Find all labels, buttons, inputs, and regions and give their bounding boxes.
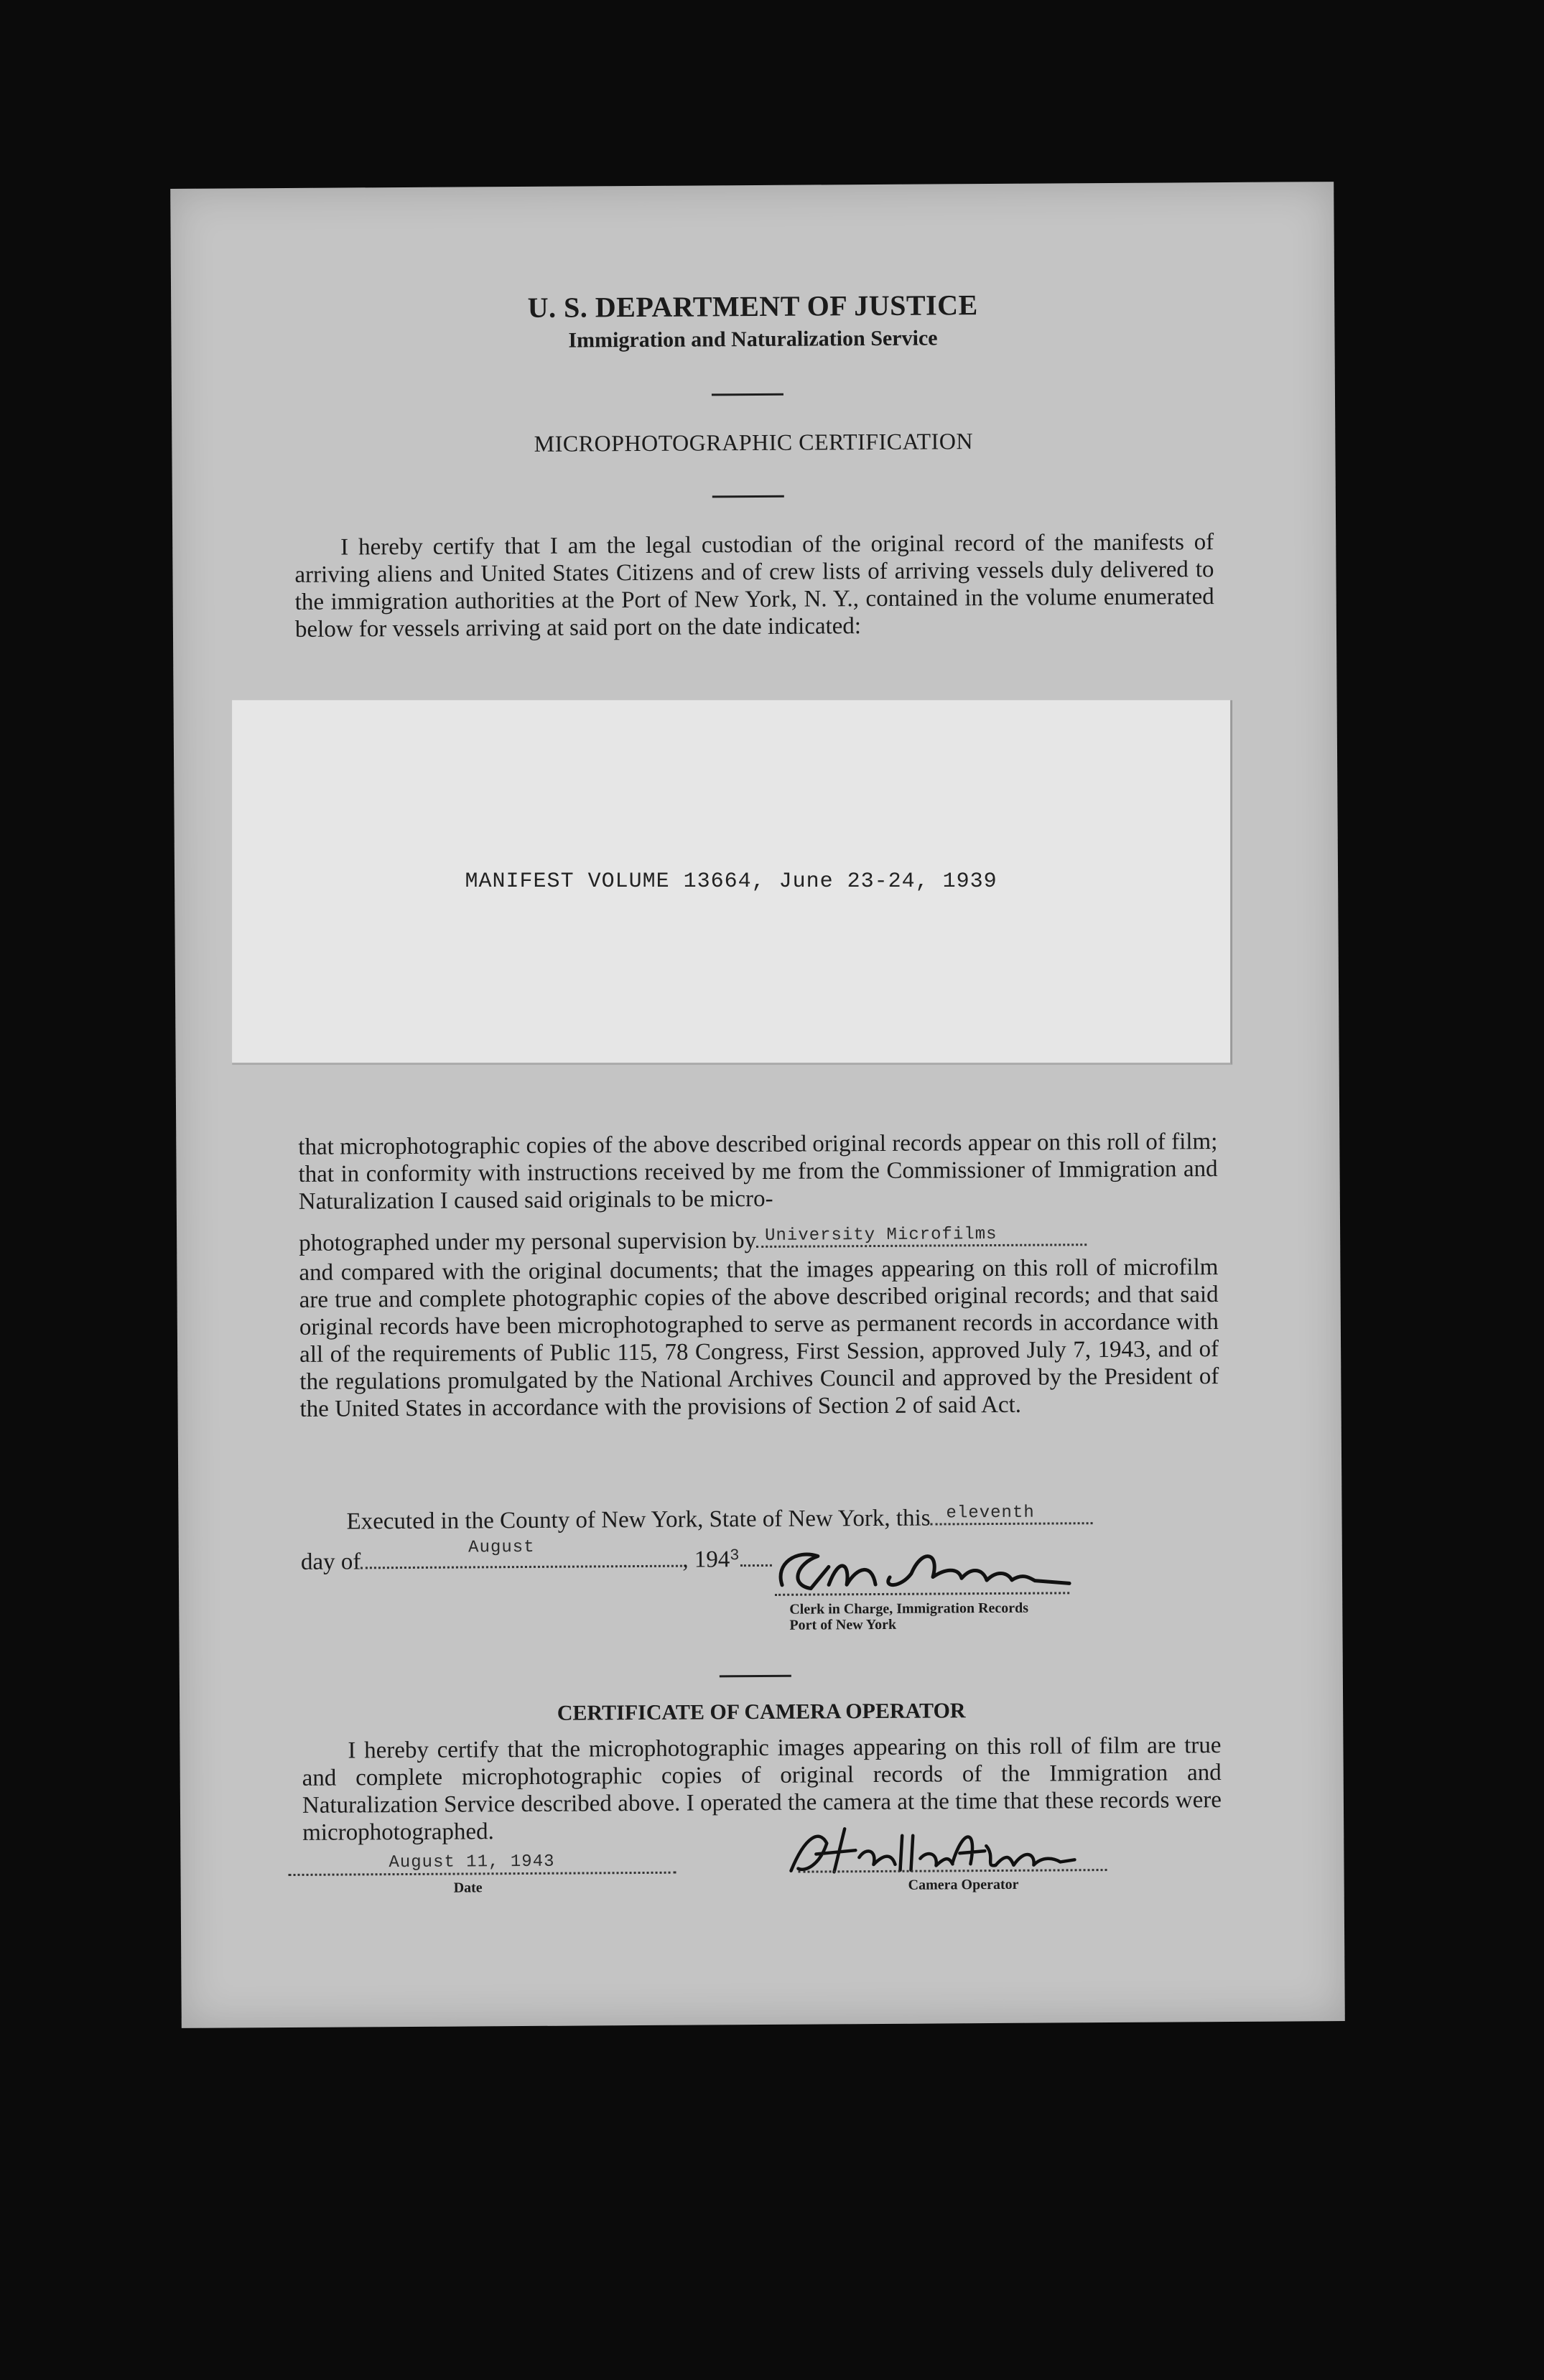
date-line	[300, 1537, 772, 1576]
operator-label: Camera Operator	[908, 1876, 1019, 1893]
divider-rule	[712, 495, 784, 498]
camera-heading: CERTIFICATE OF CAMERA OPERATOR	[557, 1699, 966, 1725]
intro-paragraph	[294, 528, 1214, 643]
supervision-line	[299, 1222, 1087, 1257]
executed-prefix: Executed in the County of New York, State of New York, this	[346, 1505, 931, 1535]
year-prefix: , 194	[682, 1546, 730, 1573]
service-subheading: Immigration and Naturalization Service	[568, 326, 938, 353]
divider-rule	[712, 393, 783, 396]
date-label: Date	[453, 1880, 483, 1896]
month-value: August	[468, 1537, 535, 1558]
body-paragraph-2	[299, 1254, 1219, 1423]
certificate-page	[170, 182, 1345, 2028]
camera-date-value: August 11, 1943	[389, 1852, 555, 1873]
supervisor-field	[756, 1222, 1087, 1248]
month-field	[361, 1537, 682, 1569]
volume-card	[232, 700, 1232, 1065]
department-heading: U. S. DEPARTMENT OF JUSTICE	[527, 289, 978, 324]
year-digit: 3	[730, 1546, 740, 1565]
body-text-1: that microphotographic copies of the above described original records appear on this roll of film; that in conformity with instructions received by me from the Commissioner of Immigration and Naturalization I caused said originals to be micro-	[298, 1129, 1218, 1215]
intro-text: I hereby certify that I am the legal custodian of the original record of the manifests of arriving aliens and United States Citizens and of crew lists of arriving vessels duly delivered to the immigration authorities at the Port of New York, N. Y., contained in the volume enumerated below for vessels arriving at said port on the date indicated:	[294, 529, 1214, 643]
supervision-prefix: photographed under my personal supervision by	[299, 1228, 757, 1256]
date-signature-line	[289, 1872, 676, 1876]
camera-text: I hereby certify that the microphotographic images appearing on this roll of film are true and complete microphotographic copies of original records of the Immigration and Naturalization Service described above. I operated the camera at the time that these records were microphotographed.	[302, 1732, 1222, 1846]
volume-label: MANIFEST VOLUME 13664, June 23-24, 1939	[465, 869, 997, 895]
divider-rule	[720, 1675, 791, 1678]
day-of-label: day of	[300, 1549, 361, 1575]
clerk-subtitle: Port of New York	[789, 1616, 897, 1633]
executed-line	[346, 1501, 1092, 1535]
day-value: eleventh	[946, 1503, 1035, 1523]
certification-title: MICROPHOTOGRAPHIC CERTIFICATION	[534, 428, 974, 457]
body-paragraph-1	[298, 1128, 1218, 1215]
supervisor-name: University Microfilms	[765, 1224, 997, 1246]
body-text-2: and compared with the original documents; that the images appearing on this roll of microfilm are true and complete photographic copies of the above described original records; and that said original records have been microphotographed to serve as permanent records in accordance with all of the requirements of Public 115, 78 Congress, First Session, approved July 7, 1943, and of the regulations promulgated by the National Archives Council and approved by the President of the United States in accordance with the provisions of Section 2 of said Act.	[299, 1254, 1219, 1422]
day-field	[930, 1501, 1092, 1525]
clerk-title: Clerk in Charge, Immigration Records	[789, 1600, 1029, 1618]
